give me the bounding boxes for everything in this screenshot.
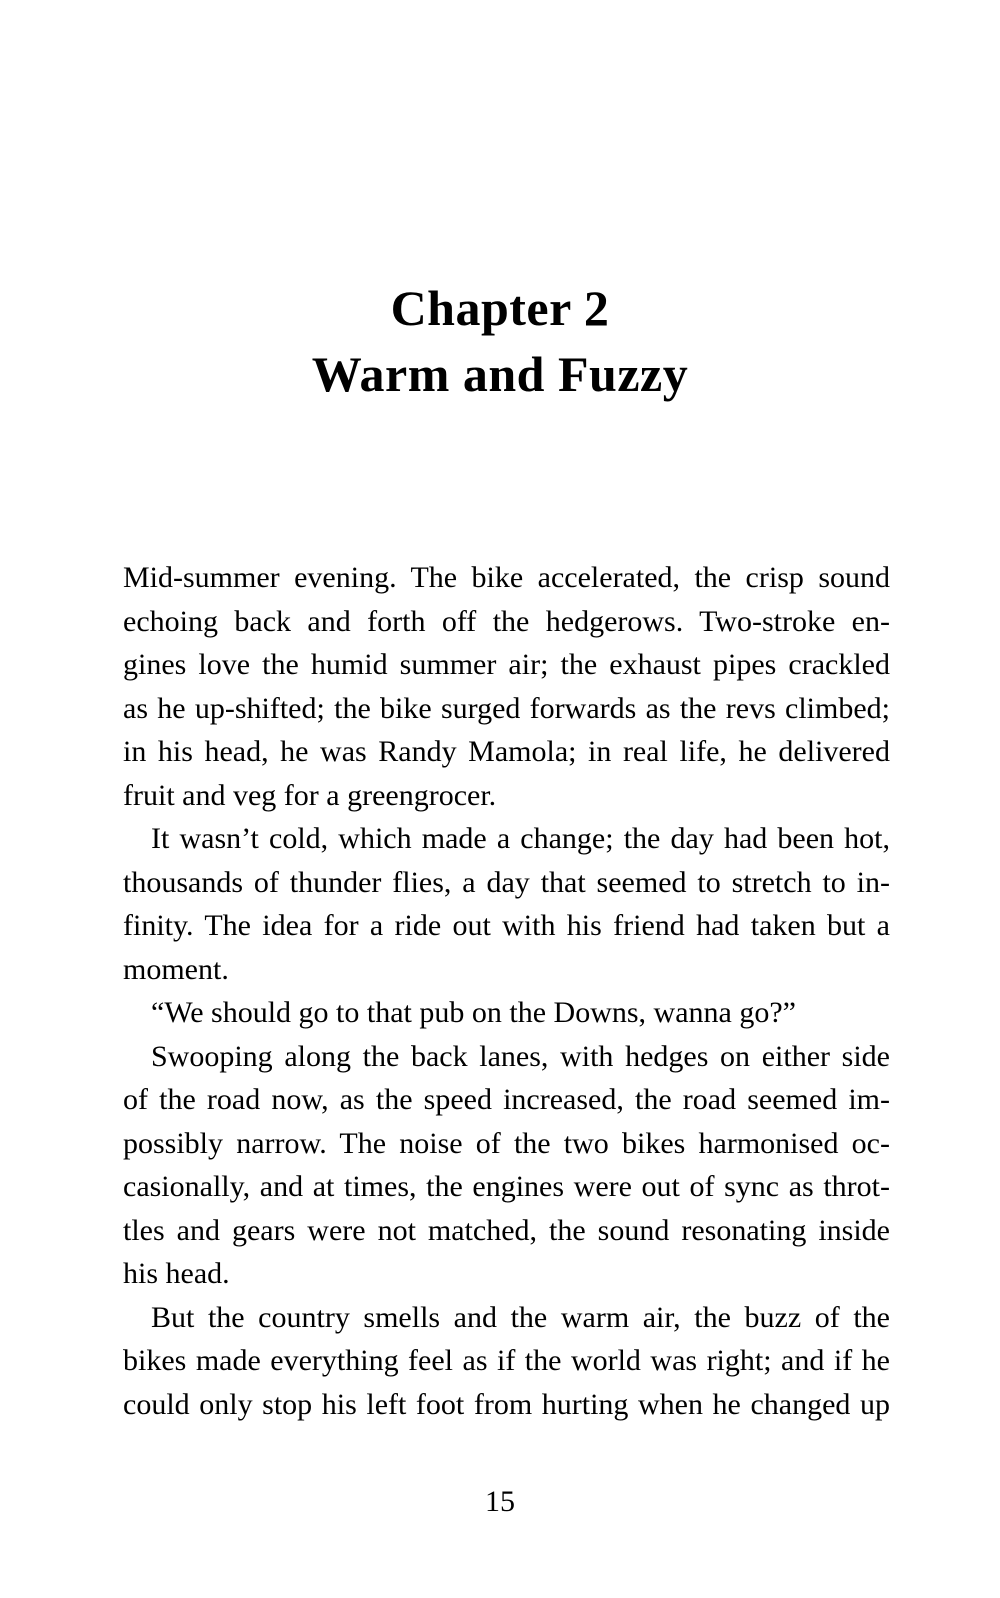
text-line: casionally, and at times, the engines were out of sync as throt- [123,1170,890,1203]
text-line: tles and gears were not matched, the sound resonating inside [123,1213,890,1247]
text-line: It wasn’t cold, which made a change; the day had been hot, [151,822,890,855]
text-line: in his head, he was Randy Mamola; in real life, he delivered [123,735,890,768]
text-line: thousands of thunder flies, a day that seemed to stretch to in- [123,865,890,899]
chapter-heading [0,275,1000,407]
text-line: his head. [123,1257,230,1290]
text-line: echoing back and forth off the hedgerows. Two-stroke en- [123,604,890,638]
body-text [123,556,890,1426]
text-line: moment. [123,952,229,986]
text-line: as he up-shifted; the bike surged forwards as the revs climbed; [123,691,890,725]
text-line: But the country smells and the warm air, the buzz of the [151,1300,890,1334]
text-line: “We should go to that pub on the Downs, wanna go?” [151,996,796,1029]
text-line: of the road now, as the speed increased, the road seemed im- [123,1083,890,1116]
page-number: 15 [485,1485,515,1518]
text-line: possibly narrow. The noise of the two bikes harmonised oc- [123,1126,890,1160]
chapter-number: Chapter 2 [390,280,610,336]
text-line: could only stop his left foot from hurting when he changed up [123,1387,890,1421]
text-line: bikes made everything feel as if the world was right; and if he [123,1344,890,1377]
text-line: Swooping along the back lanes, with hedges on either side [151,1039,890,1073]
text-line: gines love the humid summer air; the exhaust pipes crackled [123,648,890,681]
text-line: finity. The idea for a ride out with his friend had taken but a [123,909,890,942]
text-line: Mid-summer evening. The bike accelerated, the crisp sound [123,561,890,594]
chapter-title: Warm and Fuzzy [311,346,689,402]
text-line: fruit and veg for a greengrocer. [123,778,497,812]
